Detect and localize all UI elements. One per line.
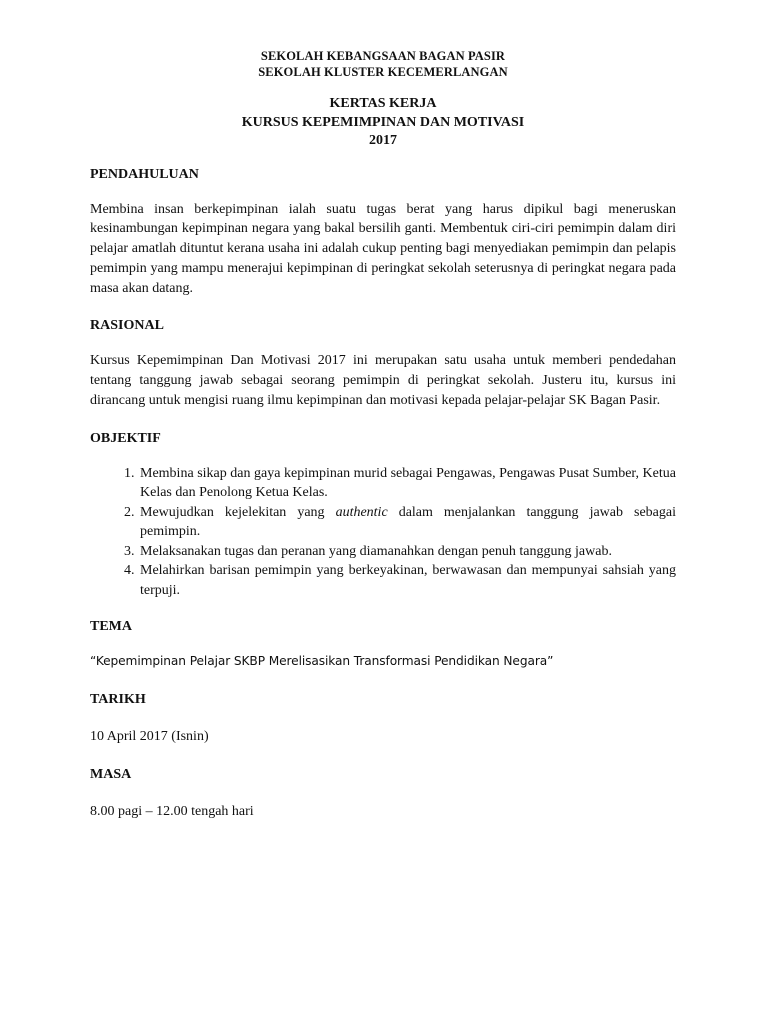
course-year: 2017 [369,133,397,148]
list-item-text: dalam menjalankan tanggung jawab sebagai pemimpin. [140,504,676,540]
tarikh-body: 10 April 2017 (Isnin) [90,729,209,745]
school-header [90,48,676,80]
rasional-heading: RASIONAL [90,318,164,334]
masa-body: 8.00 pagi – 12.00 tengah hari [90,803,254,819]
masa-heading: MASA [90,766,132,782]
tarikh-heading: TARIKH [90,692,146,708]
list-item: 3. Melaksanakan tugas dan peranan yang diamanahkan dengan penuh tanggung jawab. [138,542,676,562]
objektif-list [90,464,676,601]
document-page [90,48,676,822]
tema-body: “Kepemimpinan Pelajar SKBP Merelisasikan Transformasi Pendidikan Negara” [90,654,554,669]
list-item: 1. Membina sikap dan gaya kepimpinan murid sebagai Pengawas, Pengawas Pusat Sumber, Ketua Kelas dan Penolong Ketua Kelas. [138,464,676,503]
list-item-italic: authentic [335,504,388,520]
list-item-text: Mewujudkan kejelekitan yang [140,504,336,520]
rasional-body: Kursus Kepemimpinan Dan Motivasi 2017 ini merupakan satu usaha untuk memberi pendedahan tentang tanggung jawab sebagai seorang pemimpin di peringkat sekolah. Justeru itu, kursus ini dirancang untuk mengisi ruang ilmu kepimpinan dan motivasi kepada pelajar-pelajar SK Bagan Pasir. [90,353,676,409]
pendahuluan-body: Membina insan berkepimpinan ialah suatu tugas berat yang harus dipikul bagi meneruskan kesinambungan kepimpinan negara yang bakal bersilih ganti. Membentuk ciri-ciri pemimpin dalam diri pelajar amatlah dituntut kerana usaha ini adalah cukup penting bagi menyediakan pemimpin dan pelapis pemimpin yang mampu menerajui kepimpinan di peringkat sekolah seterusnya di peringkat negara pada masa akan datang. [90,201,676,296]
course-name: KURSUS KEPEMIMPINAN DAN MOTIVASI [241,114,525,130]
document-title [90,95,676,151]
objektif-heading: OBJEKTIF [90,430,161,446]
list-item: 4. Melahirkan barisan pemimpin yang berkeyakinan, berwawasan dan mempunyai sahsiah yang terpuji. [138,561,676,600]
list-item [138,503,676,542]
doc-type: KERTAS KERJA [329,96,437,111]
tema-heading: TEMA [90,619,132,635]
school-status: SEKOLAH KLUSTER KECEMERLANGAN [258,65,508,79]
pendahuluan-heading: PENDAHULUAN [90,166,199,182]
school-name: SEKOLAH KEBANGSAAN BAGAN PASIR [260,49,506,63]
